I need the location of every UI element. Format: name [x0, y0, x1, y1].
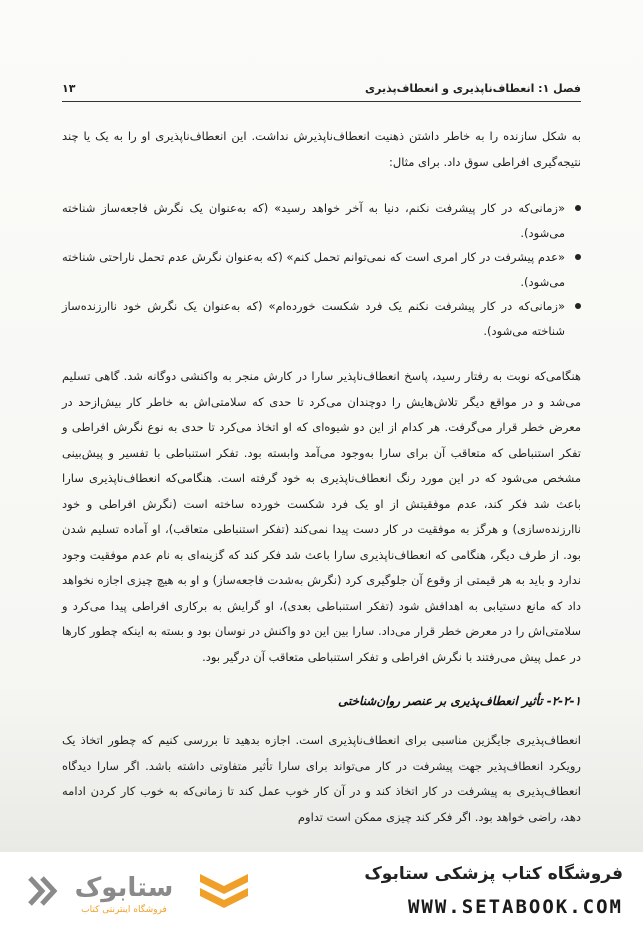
book-chevron-icon	[196, 868, 252, 912]
bullet-list	[62, 196, 581, 343]
bullet-item	[62, 196, 581, 245]
section-heading: ۲-۲-۱- تأثیر انعطاف‌پذیری بر عنصر روان‌شناختی	[337, 694, 581, 708]
bullet-dot-icon	[575, 303, 581, 309]
page-number: ۱۳	[62, 82, 76, 95]
publisher-banner	[0, 852, 643, 926]
bullet-dot-icon	[575, 254, 581, 260]
header-divider	[62, 101, 581, 102]
logo-word: ستابوک	[74, 873, 174, 903]
bullet-item	[62, 294, 581, 343]
shop-name: فروشگاه کتاب پزشکی ستابوک	[364, 864, 623, 884]
bullet-dot-icon	[575, 205, 581, 211]
bullet-text: «عدم پیشرفت در کار امری است که نمی‌توانم تحمل کنم» (که به‌عنوان نگرش عدم تحمل ناراحتی شناخته می‌شود).	[62, 250, 565, 289]
running-header	[62, 82, 581, 102]
chevron-logo-icon	[30, 878, 54, 904]
logo-tagline: فروشگاه اینترنتی کتاب	[81, 905, 167, 915]
bullet-text: «زمانی‌که در کار پیشرفت نکنم یک فرد شکست خورده‌ام» (که به‌عنوان یک نگرش خود ناارزنده‌ساز شناخته می‌شود).	[62, 299, 565, 338]
chapter-title: فصل ۱: انعطاف‌ناپذیری و انعطاف‌پذیری	[365, 82, 581, 95]
bullet-text: «زمانی‌که در کار پیشرفت نکنم، دنیا به آخر خواهد رسید» (که به‌عنوان یک نگرش فاجعه‌ساز شناخته می‌شود).	[62, 201, 565, 240]
bullet-item	[62, 245, 581, 294]
website-url[interactable]: WWW.SETABOOK.COM	[407, 896, 623, 918]
body-paragraph: انعطاف‌پذیری جایگزین مناسبی برای انعطاف‌ناپذیری است. اجازه بدهید تا بررسی کنیم که چطور اتخاذ یک رویکرد انعطاف‌پذیر جهت پیشرفت در کار می‌تواند برای سارا تأثیر متفاوتی داشته باشد. اگر سارا دیدگاه انعطاف‌پذیری به پیشرفت در کار اتخاذ کند و در آن کار خوب عمل کند تا زمانی‌که به خوب کار کردن ادامه دهد، راضی خواهد بود. اگر فکر کند چیزی ممکن است تداوم	[62, 733, 581, 824]
setabook-logo	[28, 866, 188, 916]
body-paragraph: هنگامی‌که نوبت به رفتار رسید، پاسخ انعطاف‌ناپذیر سارا در کارش منجر به واکنشی دوگانه شد. گاهی تسلیم می‌شد و در مواقع دیگر تلاش‌هایش را دوچندان می‌کرد تا حدی که سلامتی‌اش به خاطر کار بیش‌ازحد در معرض خطر قرار می‌گرفت. هر کدام از این دو شیوه‌ای که او اتخاذ می‌کرد تا حدی به نوع نگرش افراطی و تفکر استنباطی که متعاقب آن برای سارا به‌وجود می‌آمد وابسته بود. تفکر استنباطی با تفسیر و پیش‌بینی مشخص می‌شود که در این مورد رنگ انعطاف‌ناپذیری به خود گرفته است. هنگامی‌که انعطاف‌ناپذیری سارا باعث شد فکر کند، عدم موفقیتش از او یک فرد شکست خورده ساخته است (نگرش افراطی و خود ناارزنده‌سازی) و هرگز به موفقیت در کار دست پیدا نمی‌کند (تفکر استنباطی متعاقب)، او آماده تسلیم شدن بود. از طرف دیگر، هنگامی که انعطاف‌ناپذیری سارا باعث شد فکر کند که گزینه‌ای به نام عدم موفقیت وجود ندارد و باید به هر قیمتی از وقوع آن جلوگیری کرد (نگرش به‌شدت فاجعه‌ساز) و او به هیچ چیزی اجازه نخواهد داد که مانع دستیابی به اهدافش شود (تفکر استنباطی بعدی)، او گرایش به برکاری افراطی پیدا می‌کرد و سلامتی‌اش را در معرض خطر قرار می‌داد. سارا بین این دو واکنش در نوسان بود و بسته به اینکه چطور کارها در عمل پیش می‌رفتند با نگرش افراطی و تفکر استنباطی متعاقب آن درگیر بود.	[62, 369, 581, 664]
intro-paragraph: به شکل سازنده را به خاطر داشتن ذهنیت انعطاف‌ناپذیرش نداشت. این انعطاف‌ناپذیری او را به یک یا چند نتیجه‌گیری افراطی سوق داد. برای مثال:	[62, 129, 581, 169]
